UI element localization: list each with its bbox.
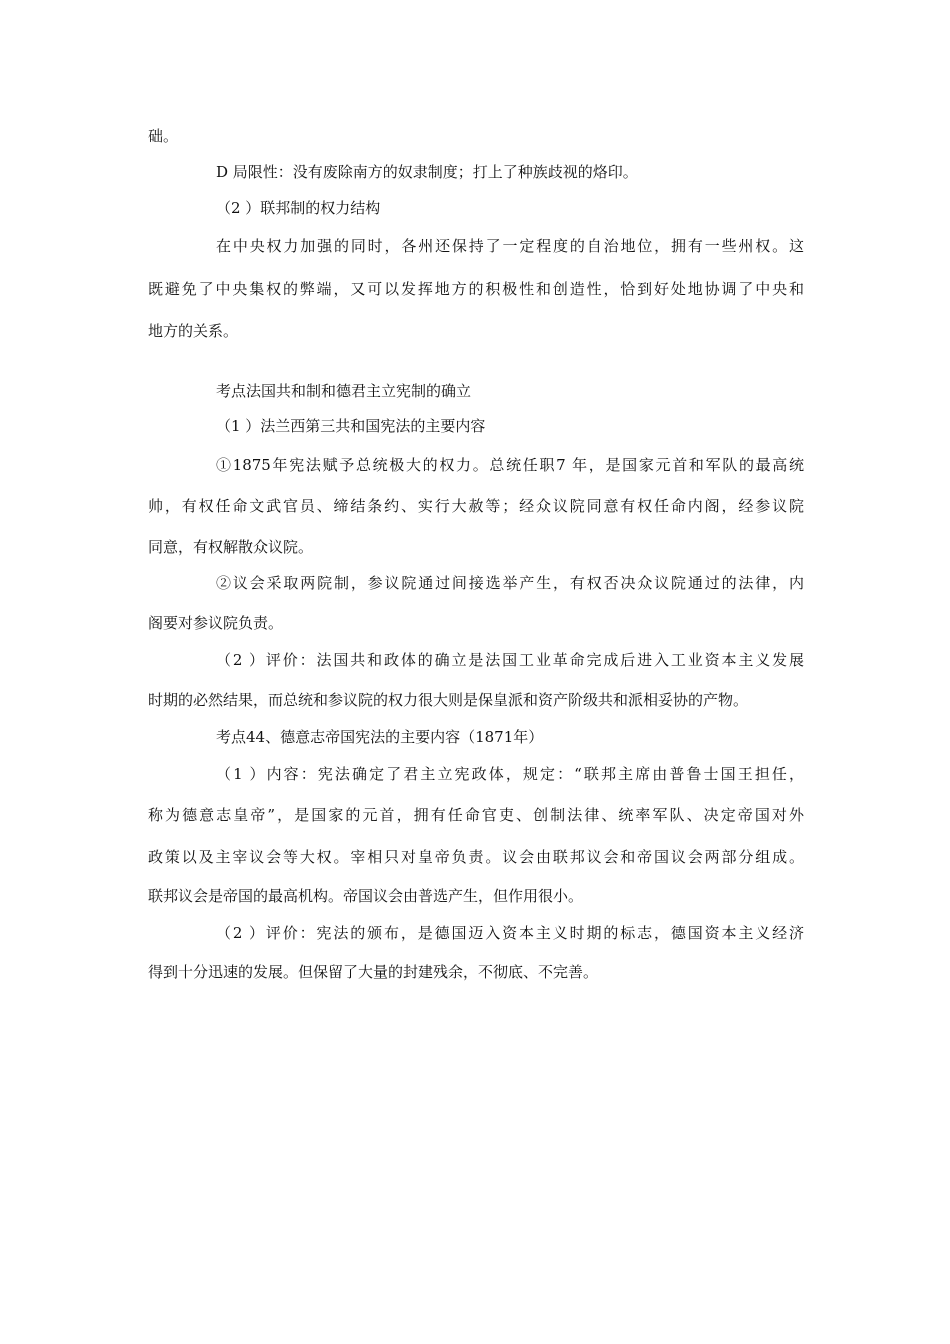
text-line: 同意，有权解散众议院。 <box>148 538 314 556</box>
text-line: 得到十分迅速的发展。但保留了大量的封建残余，不彻底、不完善。 <box>148 963 599 981</box>
text-line: ①1875年宪法赋予总统极大的权力。总统任职7 年，是国家元首和军队的最高统 <box>216 456 804 474</box>
text-line: 础。 <box>148 127 179 145</box>
text-line: （2 ）评价：法国共和政体的确立是法国工业革命完成后进入工业资本主义发展 <box>216 651 804 669</box>
text-line: 称为德意志皇帝”，是国家的元首，拥有任命官吏、创制法律、统率军队、决定帝国对外 <box>148 806 804 824</box>
text-line: 联邦议会是帝国的最高机构。帝国议会由普选产生，但作用很小。 <box>148 887 584 905</box>
text-line: 时期的必然结果，而总统和参议院的权力很大则是保皇派和资产阶级共和派相妥协的产物。 <box>148 691 749 709</box>
text-line: 既避免了中央集权的弊端，又可以发挥地方的积极性和创造性，恰到好处地协调了中央和 <box>148 280 804 298</box>
text-line: D 局限性：没有废除南方的奴隶制度；打上了种族歧视的烙印。 <box>216 163 638 181</box>
text-line: ②议会采取两院制，参议院通过间接选举产生，有权否决众议院通过的法律，内 <box>216 574 804 592</box>
text-line: 地方的关系。 <box>148 322 239 340</box>
section-heading: 考点44、德意志帝国宪法的主要内容（1871年） <box>216 728 544 746</box>
section-heading: 考点法国共和制和德君主立宪制的确立 <box>216 382 472 400</box>
text-line: 在中央权力加强的同时，各州还保持了一定程度的自治地位，拥有一些州权。这 <box>216 237 804 255</box>
section-heading: （1 ）法兰西第三共和国宪法的主要内容 <box>216 417 486 435</box>
text-line: 政策以及主宰议会等大权。宰相只对皇帝负责。议会由联邦议会和帝国议会两部分组成。 <box>148 848 804 866</box>
text-line: （1 ）内容：宪法确定了君主立宪政体，规定：“联邦主席由普鲁士国王担任， <box>216 765 804 783</box>
text-line: 帅，有权任命文武官员、缔结条约、实行大赦等；经众议院同意有权任命内阁，经参议院 <box>148 497 804 515</box>
section-heading: （2 ）联邦制的权力结构 <box>216 199 381 217</box>
text-line: （2 ）评价：宪法的颁布，是德国迈入资本主义时期的标志，德国资本主义经济 <box>216 924 804 942</box>
text-line: 阁要对参议院负责。 <box>148 614 284 632</box>
